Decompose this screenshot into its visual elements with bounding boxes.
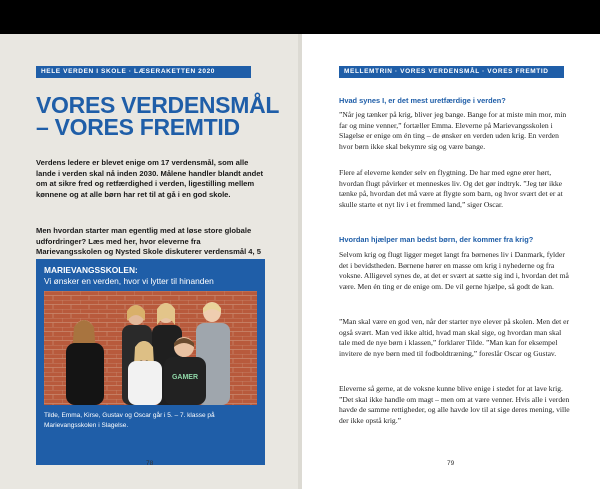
paragraph-3: Selvom krig og flugt ligger meget langt fra børnenes liv i Danmark, fylder det i bevidstheden. Børnene hører en masse om krig i nyhederne og fra voksne. Alligevel synes de, at det er svært at sætte sig ind i, hvordan det må være. Men én ting er de enige om. De vil gerne hjælpe, så godt de kan. <box>339 250 569 292</box>
shirt-print: GAMER <box>171 374 199 381</box>
paragraph-5: Eleverne så gerne, at de voksne kunne blive enige i stedet for at lave krig. ”Det skal ikke handle om magt – men om at være venner. Hvis alle i verden havde de samme rettigheder, og alle havde lov til at sige deres mening, ville der ikke opstå krig.” <box>339 384 570 426</box>
left-page-tag: HELE VERDEN I SKOLE · LÆSERAKETTEN 2020 <box>36 66 251 78</box>
students-photo-illustration <box>44 291 257 405</box>
top-black-bar <box>0 0 600 34</box>
right-page-tag: MELLEMTRIN · VORES VERDENSMÅL · VORES FREMTID <box>339 66 564 78</box>
left-page <box>0 34 298 489</box>
photo-caption: Tilde, Emma, Kirse, Gustav og Oscar går i 5. – 7. klasse på Marievangsskolen i Slagelse. <box>44 412 215 429</box>
question-heading-2: Hvordan hjælper man bedst børn, der kommer fra krig? <box>339 235 534 244</box>
school-box <box>36 259 265 465</box>
page-title <box>36 94 286 138</box>
paragraph-1: ”Når jeg tænker på krig, bliver jeg bange. Bange for at miste min mor, min far og mine venner,” fortæller Emma. Eleverne på Marievangsskolen i Slagelse er enige om én ting – de ønsker en verden uden krig. En verden hvor børn ikke skal bekymre sig og være bange. <box>339 110 567 152</box>
students-photo <box>44 291 257 405</box>
school-name: MARIEVANGSSKOLEN: <box>44 265 138 275</box>
title-line-2: – VORES FREMTID <box>36 114 240 140</box>
paragraph-4: ”Man skal være en god ven, når der starter nye elever på skolen. Men det er også svært. Man ved ikke altid, hvad man skal sige, og hvordan man skal tale med de nye børn i klassen,” forklarer Tilde. ”Man kan for eksempel invitere de nye børn med til fodboldtræning,” foreslår Oscar og Gustav. <box>339 317 570 359</box>
question-heading-1: Hvad synes I, er det mest uretfærdige i verden? <box>339 96 506 105</box>
school-box-title <box>44 265 259 287</box>
title-line-1: VORES VERDENSMÅL <box>36 92 280 118</box>
page-number-right: 79 <box>447 460 455 467</box>
intro-paragraph-2: Men hvordan starter man egentlig med at løse store globale udfordringer? Læs med her, hvor eleverne fra Marievangsskolen og Nysted Skole diskuterer verdensmål 4, 5 <box>36 226 261 257</box>
page-number-left: 78 <box>146 460 154 467</box>
school-headline: Vi ønsker en verden, hvor vi lytter til hinanden <box>44 276 214 286</box>
paragraph-2: Flere af eleverne kender selv en flygtning. De har med egne ører hørt, hvordan flugt påvirker et menneskes liv. Og det gør indtryk. ”Jeg tør ikke tænke på, hvordan det må være at flygte som barn, og hvor svært det er at skulle starte et nyt liv i et fremmed land,” siger Oscar. <box>339 168 563 210</box>
right-page <box>302 34 600 489</box>
intro-paragraph: Verdens ledere er blevet enige om 17 verdensmål, som alle lande i verden skal nå inden 2030. Målene handler blandt andet om at sikre fred og retfærdighed i verden, ligestilling mellem kønnene og at alle børn har ret til at gå i en god skole. <box>36 158 264 199</box>
